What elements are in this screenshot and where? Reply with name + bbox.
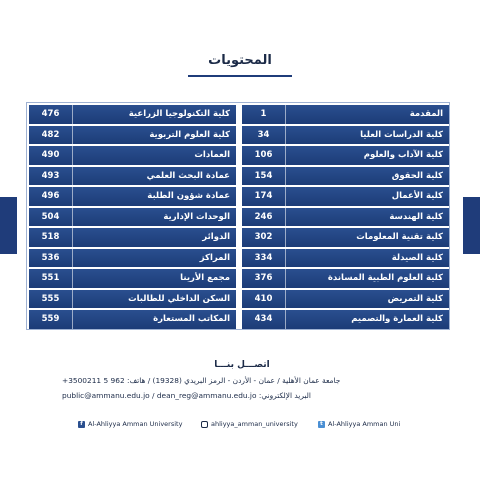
toc-row[interactable] <box>242 126 449 145</box>
twitter-link[interactable] <box>318 420 400 428</box>
page-title: المحتويات <box>208 53 272 68</box>
toc-page-number: 551 <box>29 269 73 288</box>
contact-title: اتصـــل بنـــا <box>214 360 270 370</box>
toc-page-number: 490 <box>29 146 73 165</box>
toc-page-number: 302 <box>242 228 286 247</box>
title-underline <box>188 75 292 77</box>
toc-row[interactable] <box>29 290 236 309</box>
toc-row[interactable] <box>242 187 449 206</box>
toc-page-number: 174 <box>242 187 286 206</box>
toc-row[interactable] <box>29 310 236 329</box>
toc-page-number: 504 <box>29 208 73 227</box>
toc-entry-title: المكاتب المستعارة <box>153 314 230 324</box>
facebook-icon: f <box>78 421 85 428</box>
toc-entry-title: كلية الصيدلة <box>391 252 443 263</box>
toc-entry-title: كلية الدراسات العليا <box>360 129 443 140</box>
toc-row[interactable] <box>29 208 236 227</box>
toc-page-number: 106 <box>242 146 286 165</box>
toc-row[interactable] <box>242 146 449 165</box>
instagram-label: ahliyya_amman_university <box>211 420 298 428</box>
toc-page-number: 154 <box>242 167 286 186</box>
toc-page-number: 496 <box>29 187 73 206</box>
toc-row[interactable] <box>242 249 449 268</box>
toc-entry-title: كلية التكنولوجيا الزراعية <box>128 109 230 119</box>
toc-page-number: 334 <box>242 249 286 268</box>
toc-row[interactable] <box>242 269 449 288</box>
toc-entry-title: السكن الداخلي للطالبات <box>128 293 230 304</box>
toc-page-number: 410 <box>242 290 286 309</box>
toc-page-number: 434 <box>242 310 286 329</box>
toc-page-number: 518 <box>29 228 73 247</box>
toc-row[interactable] <box>29 105 236 124</box>
toc-entry-title: كلية الهندسة <box>389 211 443 222</box>
toc-page-number: 1 <box>242 105 286 124</box>
toc-entry-title: الوحدات الإدارية <box>163 211 230 222</box>
toc-row[interactable] <box>242 290 449 309</box>
contents-column-right <box>242 105 449 331</box>
toc-page-number: 555 <box>29 290 73 309</box>
toc-entry-title: عمادة شؤون الطلبة <box>147 191 230 201</box>
toc-row[interactable] <box>242 228 449 247</box>
toc-row[interactable] <box>242 208 449 227</box>
toc-entry-title: كلية الحقوق <box>391 170 443 181</box>
right-side-tab <box>463 197 480 254</box>
toc-row[interactable] <box>29 146 236 165</box>
toc-entry-title: الدوائر <box>202 232 230 242</box>
contact-section <box>62 360 422 400</box>
instagram-link[interactable] <box>201 420 298 428</box>
toc-page-number: 559 <box>29 310 73 329</box>
toc-entry-title: كلية الأعمال <box>391 191 443 201</box>
toc-page-number: 482 <box>29 126 73 145</box>
toc-row[interactable] <box>29 228 236 247</box>
twitter-label: Al-Ahliyya Amman Uni <box>328 420 401 428</box>
contact-address: جامعة عمان الأهلية / عمان - الأردن - الرمز البريدي (19328) / هاتف: 962 5 3500211+ <box>62 376 341 385</box>
contents-table <box>26 102 450 330</box>
toc-entry-title: العمادات <box>194 150 230 160</box>
contents-column-left <box>29 105 236 331</box>
toc-page-number: 34 <box>242 126 286 145</box>
toc-page-number: 246 <box>242 208 286 227</box>
toc-entry-title: عمادة البحث العلمي <box>146 170 230 181</box>
toc-entry-title: المراكز <box>199 252 230 263</box>
toc-row[interactable] <box>242 310 449 329</box>
toc-entry-title: كلية العمارة والتصميم <box>351 314 443 324</box>
toc-row[interactable] <box>242 105 449 124</box>
toc-row[interactable] <box>29 126 236 145</box>
toc-entry-title: كلية العلوم التربوية <box>149 129 230 140</box>
toc-page-number: 476 <box>29 105 73 124</box>
instagram-icon <box>201 421 208 428</box>
toc-row[interactable] <box>29 167 236 186</box>
toc-page-number: 376 <box>242 269 286 288</box>
toc-row[interactable] <box>29 269 236 288</box>
left-side-tab <box>0 197 17 254</box>
toc-page-number: 536 <box>29 249 73 268</box>
toc-entry-title: مجمع الأرينا <box>180 273 230 283</box>
facebook-label: Al-Ahliyya Amman University <box>88 420 183 428</box>
toc-row[interactable] <box>29 249 236 268</box>
toc-entry-title: المقدمة <box>409 109 443 119</box>
facebook-link[interactable] <box>78 420 182 428</box>
twitter-icon: t <box>318 421 325 428</box>
toc-page-number: 493 <box>29 167 73 186</box>
toc-row[interactable] <box>242 167 449 186</box>
contact-email: البريد الإلكتروني: public@ammanu.edu.jo / dean_reg@ammanu.edu.jo <box>62 391 311 400</box>
toc-row[interactable] <box>29 187 236 206</box>
toc-entry-title: كلية تقنية المعلومات <box>356 232 443 242</box>
toc-entry-title: كلية التمريض <box>387 293 443 304</box>
toc-entry-title: كلية الآداب والعلوم <box>363 150 443 160</box>
toc-entry-title: كلية العلوم الطبية المساندة <box>327 273 443 283</box>
